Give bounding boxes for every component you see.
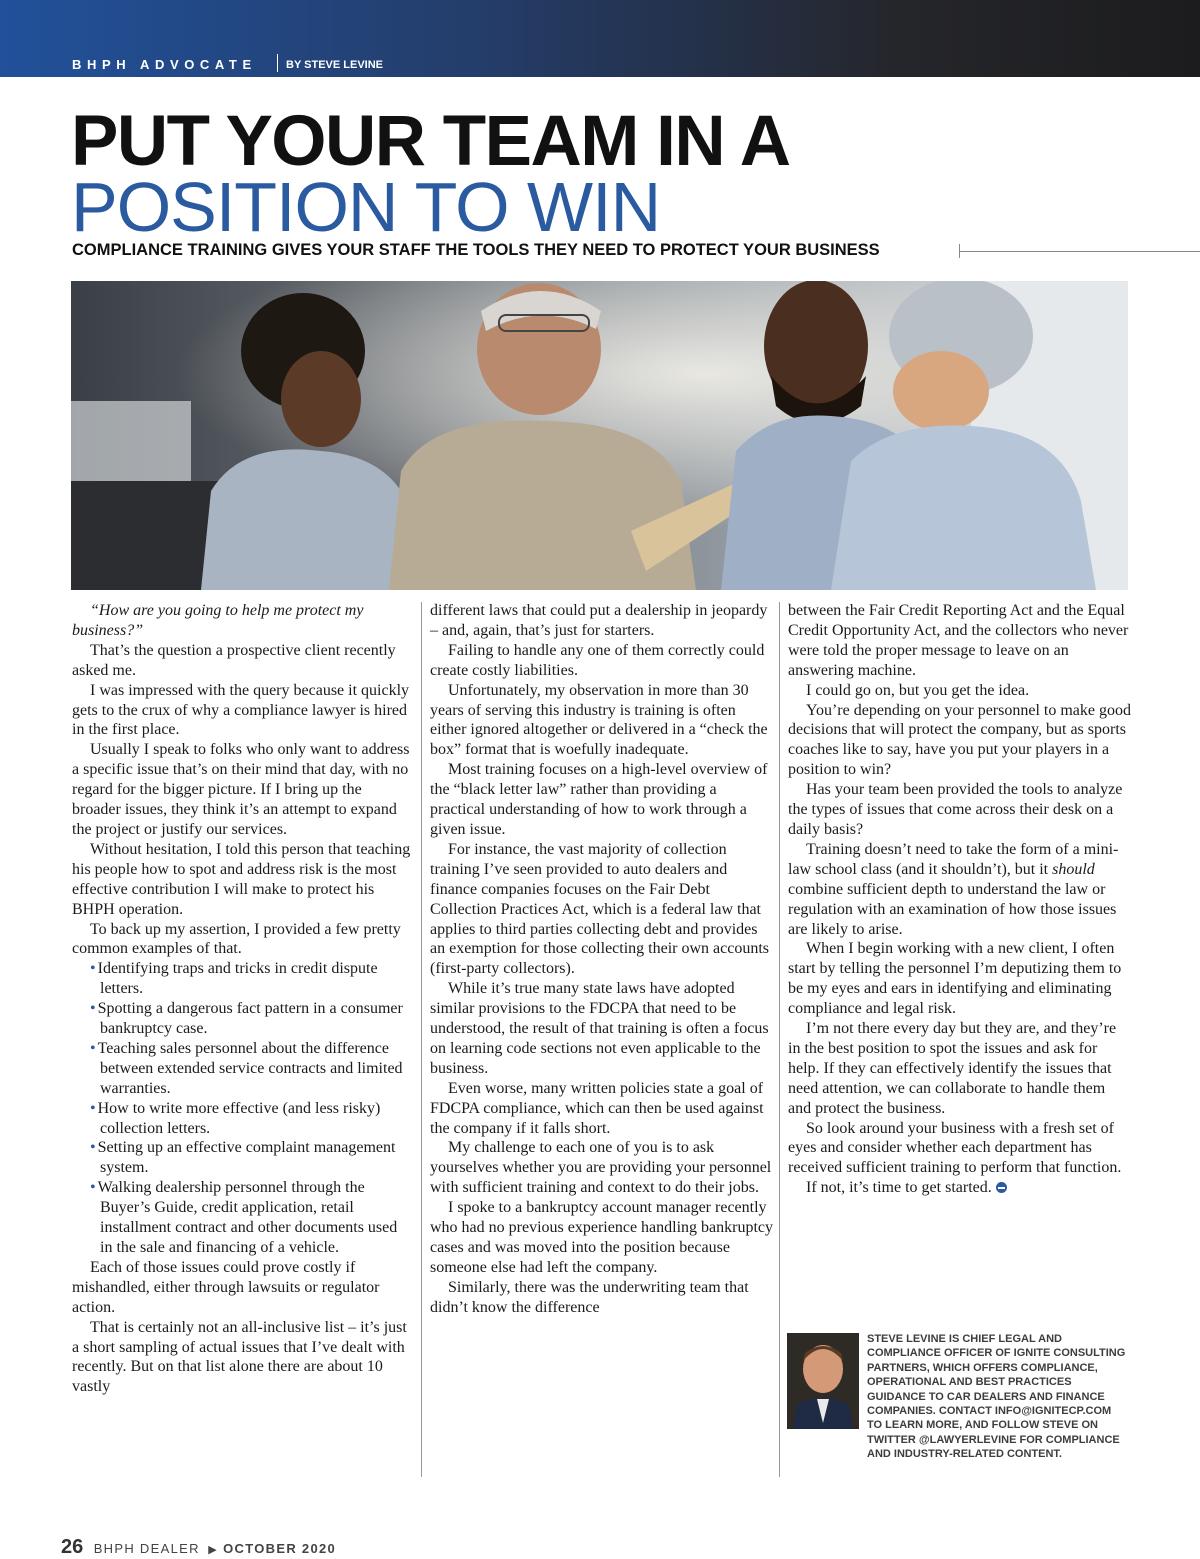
- author-headshot: [787, 1333, 859, 1429]
- column-divider: [421, 602, 422, 1477]
- paragraph: That’s the question a prospective client recently asked me.: [72, 641, 396, 679]
- list-item: • Identifying traps and tricks in credit dispute letters.: [90, 960, 378, 998]
- paragraph: While it’s true many state laws have adopted similar provisions to the FDCPA that need to be understood, the result of that training is often a focus on learning code sections not even applicable to the business.: [430, 980, 769, 1077]
- header-bar: [0, 0, 1200, 77]
- headline-line-1: PUT YOUR TEAM IN A: [71, 102, 790, 181]
- list-item: • Walking dealership personnel through the Buyer’s Guide, credit application, retail installment contract and other documents used in the sale and financing of a vehicle.: [90, 1179, 398, 1256]
- bullet-icon: •: [90, 960, 96, 978]
- hero-photo: [71, 281, 1128, 590]
- bullet-icon: •: [90, 1039, 96, 1057]
- paragraph: Has your team been provided the tools to analyze the types of issues that come across their desk on a daily basis?: [788, 781, 1123, 838]
- paragraph: Most training focuses on a high-level overview of the “black letter law” rather than providing a practical understanding of how to work through a given issue.: [430, 761, 768, 838]
- bullet-icon: •: [90, 1000, 96, 1018]
- article-column-3: [788, 601, 1132, 1198]
- page-number: 26: [61, 1536, 84, 1558]
- column-divider: [779, 602, 780, 1477]
- author-headshot-illustration: [787, 1333, 859, 1429]
- bullet-icon: •: [90, 1099, 96, 1117]
- paragraph: Without hesitation, I told this person that teaching his people how to spot and address risk is the most effective contribution I will make to protect his BHPH operation.: [72, 840, 411, 918]
- article-column-1: [72, 601, 412, 1397]
- list-item: • Teaching sales personnel about the difference between extended service contracts and limited warranties.: [90, 1039, 403, 1097]
- chevron-right-icon: ▶: [208, 1544, 217, 1556]
- examples-list: [72, 959, 412, 1258]
- paragraph: Similarly, there was the underwriting team that didn’t know the difference: [430, 1278, 749, 1316]
- paragraph: I’m not there every day but they are, and they’re in the best position to spot the issues and ask for help. If they can effectively identify the issues that need attention, we can collaborate to handle them and protect the business.: [788, 1020, 1117, 1117]
- author-bio: STEVE LEVINE IS CHIEF LEGAL AND COMPLIANCE OFFICER OF IGNITE CONSULTING PARTNERS, WHICH OFFERS COMPLIANCE, OPERATIONAL AND BEST PRACTICES GUIDANCE TO CAR DEALERS AND FINANCE COMPANIES. CONTACT INFO@IGNITECP.COM TO LEARN MORE, AND FOLLOW STEVE ON TWITTER @LAWYERLEVINE FOR COMPLIANCE AND INDUSTRY-RELATED CONTENT.: [867, 1333, 1126, 1461]
- list-item: • How to write more effective (and less risky) collection letters.: [90, 1099, 381, 1137]
- paragraph-continued: between the Fair Credit Reporting Act and the Equal Credit Opportunity Act, and the collectors who never were told the proper message to leave on an answering machine.: [788, 602, 1129, 679]
- paragraph: For instance, the vast majority of collection training I’ve seen provided to auto dealers and finance companies focuses on the Fair Debt Collection Practices Act, which is a federal law that applies to third parties collecting debt and provides an exemption for those collecting their own accounts (first-party collectors).: [430, 840, 770, 978]
- list-item: • Setting up an effective complaint management system.: [90, 1139, 396, 1177]
- paragraph: To back up my assertion, I provided a few pretty common examples of that.: [72, 920, 401, 958]
- issue-date: OCTOBER 2020: [223, 1541, 337, 1556]
- paragraph: So look around your business with a fresh set of eyes and consider whether each department has received sufficient training to perform that function.: [788, 1119, 1122, 1177]
- page-footer: [61, 1536, 336, 1559]
- paragraph: You’re depending on your personnel to make good decisions that will protect the company, but as sports coaches like to say, have you put your players in a position to win?: [788, 701, 1131, 779]
- paragraph: I was impressed with the query because it quickly gets to the crux of why a compliance lawyer is hired in the first place.: [72, 681, 410, 739]
- paragraph: When I begin working with a new client, I often start by telling the personnel I’m deputizing them to be my eyes and ears in identifying and eliminating compliance and legal risk.: [788, 940, 1122, 1018]
- list-item: • Spotting a dangerous fact pattern in a consumer bankruptcy case.: [90, 1000, 403, 1038]
- subheadline: COMPLIANCE TRAINING GIVES YOUR STAFF THE TOOLS THEY NEED TO PROTECT YOUR BUSINESS: [72, 241, 880, 259]
- paragraph: I spoke to a bankruptcy account manager recently who had no previous experience handling bankruptcy cases and was moved into the position because someone else had left the company.: [430, 1199, 774, 1276]
- bullet-icon: •: [90, 1179, 96, 1197]
- paragraph: Unfortunately, my observation in more than 30 years of serving this industry is training is often either ignored altogether or delivered in a “check the box” format that is woefully inadequate.: [430, 681, 768, 759]
- subheadline-rule: [960, 251, 1200, 252]
- byline: BY STEVE LEVINE: [286, 59, 383, 71]
- paragraph: Usually I speak to folks who only want to address a specific issue that’s on their mind that day, with no regard for the bigger picture. If I bring up the broader issues, they think it’s an attempt to expand the project or justify our services.: [72, 741, 410, 838]
- paragraph: My challenge to each one of you is to ask yourselves whether you are providing your personnel with sufficient training and context to do their jobs.: [430, 1139, 772, 1197]
- paragraph: Each of those issues could prove costly if mishandled, either through lawsuits or regulator action.: [72, 1258, 380, 1316]
- paragraph: That is certainly not an all-inclusive list – it’s just a short sampling of actual issues that I’ve dealt with recently. But on that list alone there are about 10 vastly: [72, 1318, 407, 1396]
- column-name: BHPH ADVOCATE: [72, 57, 257, 72]
- paragraph: Even worse, many written policies state a goal of FDCPA compliance, which can then be used against the company if it falls short.: [430, 1079, 764, 1137]
- closing-paragraph: If not, it’s time to get started.: [788, 1178, 1132, 1198]
- hero-photo-illustration: [71, 281, 1128, 590]
- paragraph-training: Training doesn’t need to take the form of a mini-law school class (and it shouldn’t), but it should combine sufficient depth to understand the law or regulation with an examination of how those issues are likely to arise.: [788, 840, 1119, 938]
- paragraph-continued: different laws that could put a dealership in jeopardy – and, again, that’s just for starters.: [430, 602, 768, 639]
- paragraph: I could go on, but you get the idea.: [806, 681, 1030, 699]
- header-separator: [277, 54, 278, 72]
- end-of-article-icon: [996, 1182, 1007, 1193]
- article-column-2: [430, 601, 774, 1318]
- bullet-icon: •: [90, 1139, 96, 1157]
- headline-line-2: POSITION TO WIN: [71, 168, 661, 246]
- paragraph: Failing to handle any one of them correctly could create costly liabilities.: [430, 641, 765, 679]
- magazine-name: BHPH DEALER: [93, 1541, 200, 1556]
- opening-quote: “How are you going to help me protect my business?”: [72, 602, 364, 639]
